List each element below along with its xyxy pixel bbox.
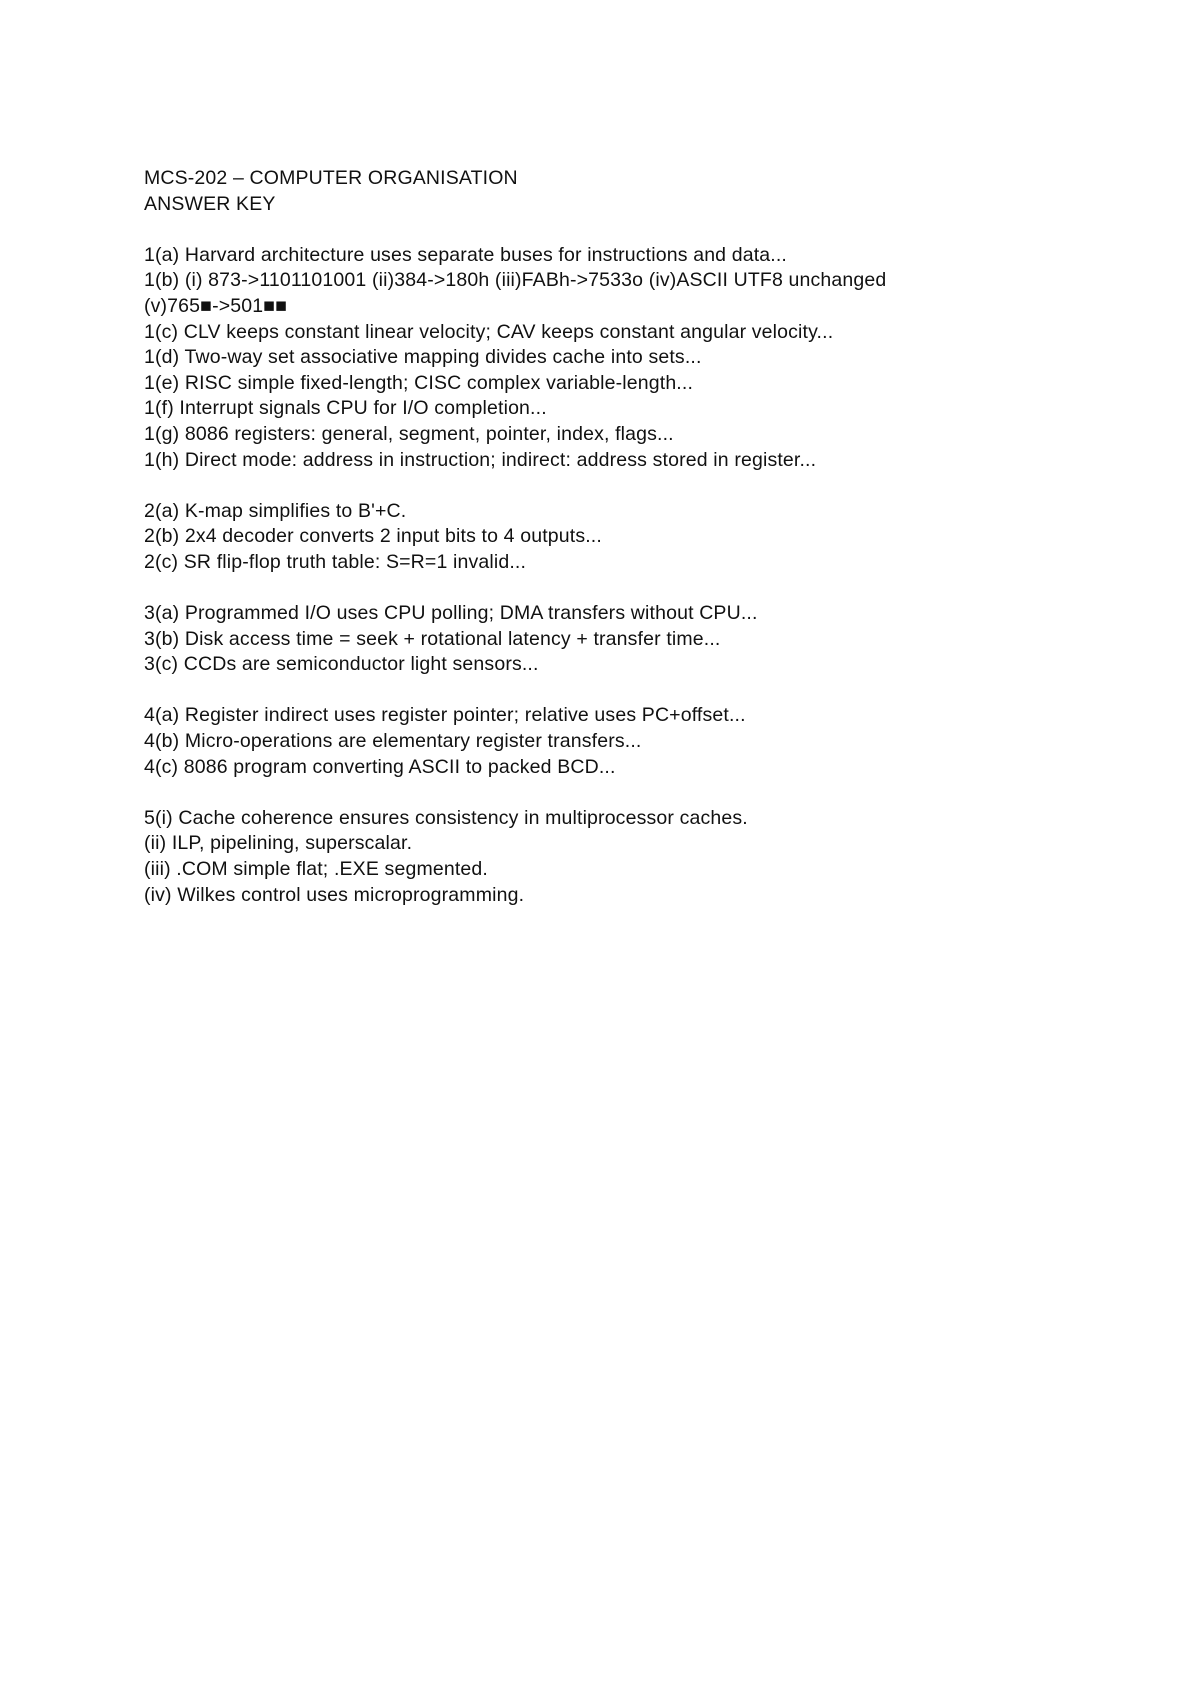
answer-4c: 4(c) 8086 program converting ASCII to packed BCD... [144,755,616,778]
document-body [144,166,1064,908]
answer-3b: 3(b) Disk access time = seek + rotational latency + transfer time... [144,627,721,650]
section-5 [144,806,1064,908]
answer-1b: 1(b) (i) 873->1101101001 (ii)384->180h (iii)FABh->7533o (iv)ASCII UTF8 unchanged [144,269,887,292]
answer-2b: 2(b) 2x4 decoder converts 2 input bits to 4 outputs... [144,525,602,548]
answer-4b: 4(b) Micro-operations are elementary register transfers... [144,730,642,753]
answer-1b-cont: (v)765■->501■■ [144,294,288,317]
spacer-4 [144,780,1064,806]
answer-1h: 1(h) Direct mode: address in instruction; indirect: address stored in register... [144,448,817,471]
title-line-2: ANSWER KEY [144,192,276,215]
answer-5iv: (iv) Wilkes control uses microprogramming. [144,883,525,906]
answer-1d: 1(d) Two-way set associative mapping divides cache into sets... [144,346,702,369]
answer-3c: 3(c) CCDs are semiconductor light sensors... [144,653,539,676]
answer-1e: 1(e) RISC simple fixed-length; CISC complex variable-length... [144,371,694,394]
section-3 [144,601,1064,678]
section-4 [144,703,1064,780]
answer-1f: 1(f) Interrupt signals CPU for I/O completion... [144,397,547,420]
title-line-1: MCS-202 – COMPUTER ORGANISATION [144,167,518,189]
answer-5iii: (iii) .COM simple flat; .EXE segmented. [144,858,488,881]
spacer-2 [144,576,1064,602]
section-1 [144,243,1064,473]
spacer-1 [144,473,1064,499]
answer-3a: 3(a) Programmed I/O uses CPU polling; DMA transfers without CPU... [144,602,758,625]
answer-4a: 4(a) Register indirect uses register pointer; relative uses PC+offset... [144,704,746,727]
answer-2c: 2(c) SR flip-flop truth table: S=R=1 invalid... [144,550,527,573]
answer-5ii: (ii) ILP, pipelining, superscalar. [144,832,413,855]
answer-1g: 1(g) 8086 registers: general, segment, pointer, index, flags... [144,422,674,445]
document-title [144,166,1064,217]
answer-5i: 5(i) Cache coherence ensures consistency in multiprocessor caches. [144,806,748,829]
answer-1a: 1(a) Harvard architecture uses separate buses for instructions and data... [144,243,788,266]
spacer-after-title [144,217,1064,243]
answer-1c: 1(c) CLV keeps constant linear velocity; CAV keeps constant angular velocity... [144,320,834,343]
spacer-3 [144,678,1064,704]
answer-2a: 2(a) K-map simplifies to B'+C. [144,499,407,522]
section-2 [144,499,1064,576]
